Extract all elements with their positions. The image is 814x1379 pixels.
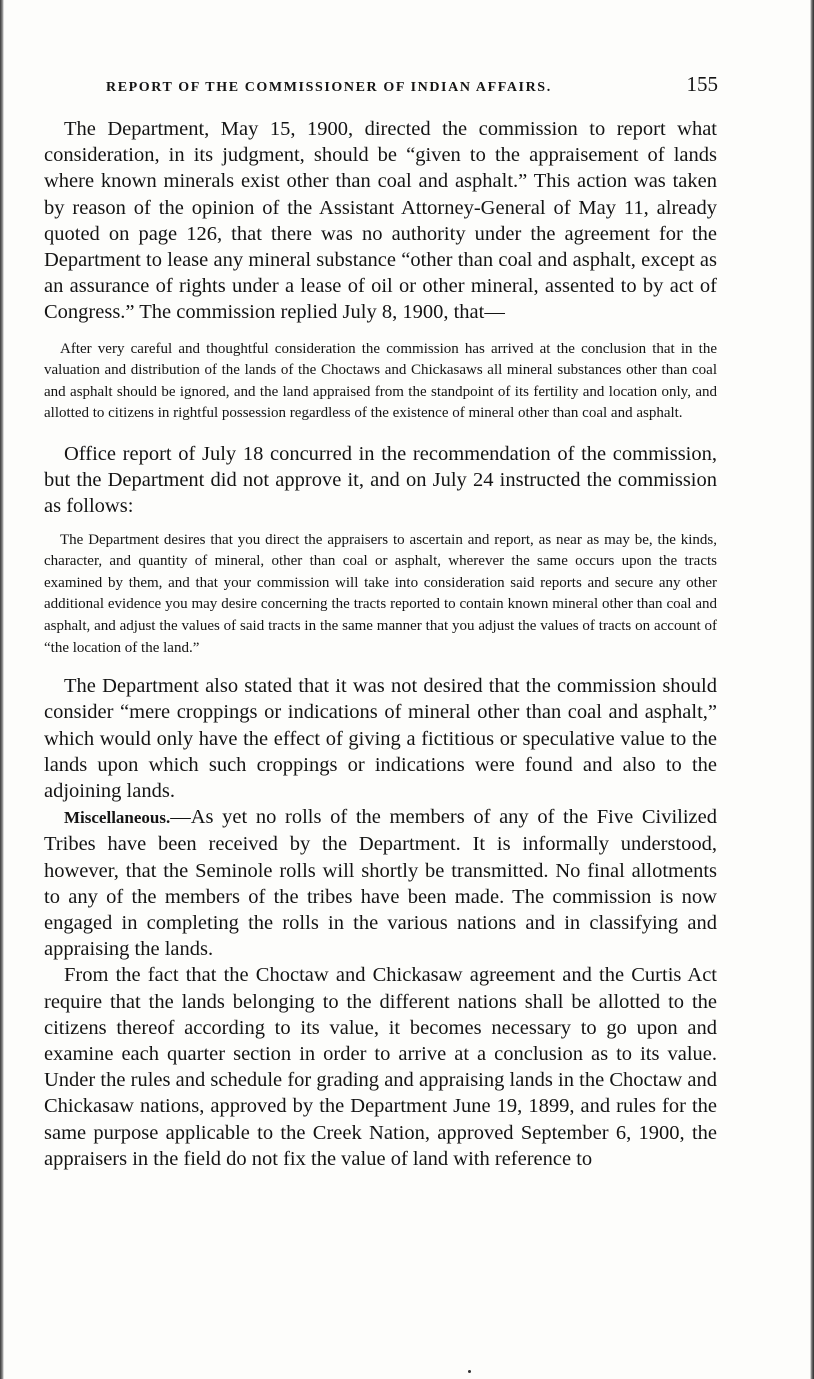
page-number: 155: [686, 72, 718, 96]
paragraph-4-text: —As yet no rolls of the members of any of the Five Civilized Tribes have been received by the Department. It is informally understood, however, that the Seminole rolls will shortly be transmitted. No final allotments to any of the members of the tribes have been made. The commission is now engaged in completing the rolls in the various nations and in classifying and appraising the lands.: [44, 806, 717, 961]
page-content: [44, 116, 717, 1172]
running-head: REPORT OF THE COMMISSIONER OF INDIAN AFFAIRS.: [106, 80, 552, 95]
page-edge-left: [0, 0, 4, 1379]
page-edge-right: [810, 0, 814, 1379]
section-heading-miscellaneous: Miscellaneous.: [64, 808, 171, 828]
print-mark: [468, 1370, 471, 1373]
paragraph-5: From the fact that the Choctaw and Chickasaw agreement and the Curtis Act require that the lands belonging to the different nations shall be allotted to the citizens thereof according to its value, it becomes necessary to go upon and examine each quarter section in order to arrive at a conclusion as to its value. Under the rules and schedule for grading and appraising lands in the Choctaw and Chickasaw nations, approved by the Department June 19, 1899, and rules for the same purpose applicable to the Creek Nation, approved September 6, 1900, the appraisers in the field do not fix the value of land with reference to: [44, 964, 717, 1170]
paragraph-2: Office report of July 18 concurred in the recommendation of the commission, but the Department did not approve it, and on July 24 instructed the commission as follows:: [44, 443, 717, 518]
block-quote-2: The Department desires that you direct the appraisers to ascertain and report, as near as may be, the kinds, character, and quantity of mineral, other than coal or asphalt, wherever the same occurs upon the tracts examined by them, and that your commission will take into consideration said reports and secure any other additional evidence you may desire concerning the tracts reported to contain known mineral other than coal and asphalt, and adjust the values of said tracts in the same manner that you adjust the values of tracts on account of “the location of the land.”: [44, 531, 717, 656]
paragraph-3: The Department also stated that it was not desired that the commission should consider “mere croppings or indications of mineral other than coal and asphalt,” which would only have the effect of giving a fictitious or speculative value to the lands upon which such croppings or indications were found and also to the adjoining lands.: [44, 675, 717, 802]
paragraph-4: [44, 804, 717, 962]
block-quote-1: After very careful and thoughtful consideration the commission has arrived at the conclusion that in the valuation and distribution of the lands of the Choctaws and Chickasaws all mineral substances other than coal and asphalt should be ignored, and the land appraised from the standpoint of its fertility and location only, and allotted to citizens in rightful possession regardless of the existence of mineral other than coal and asphalt.: [44, 340, 717, 422]
paragraph-1: The Department, May 15, 1900, directed the commission to report what consideration, in its judgment, should be “given to the appraisement of lands where known minerals exist other than coal and asphalt.” This action was taken by reason of the opinion of the Assistant Attorney-General of May 11, already quoted on page 126, that there was no authority under the agreement for the Department to lease any mineral substance “other than coal and asphalt, except as an assurance of rights under a lease of oil or other mineral, assented to by act of Congress.” The commission replied July 8, 1900, that—: [44, 118, 717, 324]
page-header: [106, 72, 718, 102]
